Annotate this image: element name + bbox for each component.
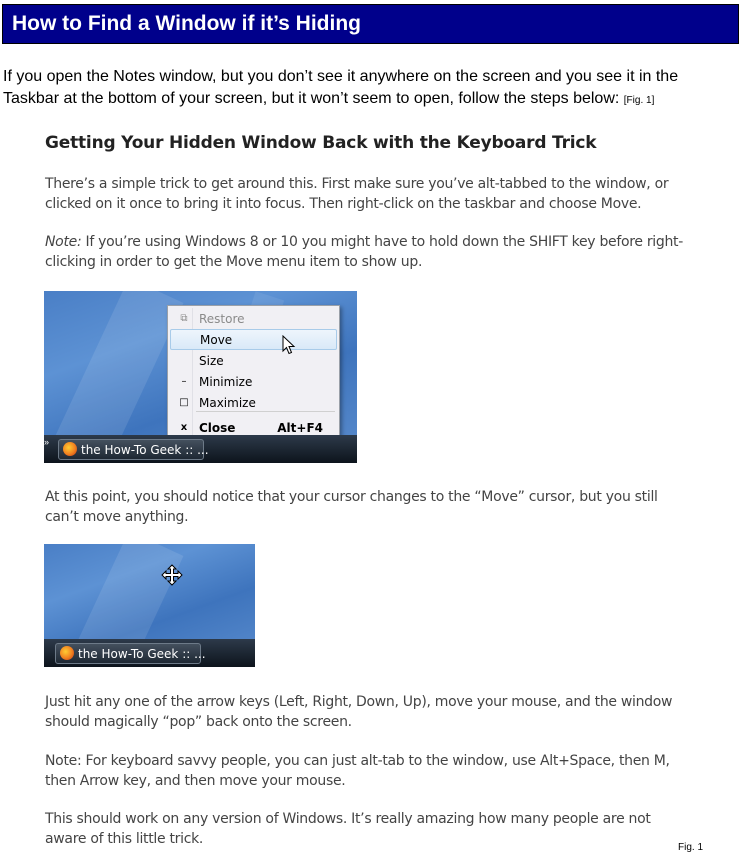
figure-reference: [Fig. 1]	[623, 95, 655, 106]
move-cursor-icon	[161, 564, 183, 586]
intro-text: If you open the Notes window, but you don’t see it anywhere on the screen and you see it in the Taskbar at the bottom of your screen, but it won’t seem to open, follow the steps below:	[3, 68, 679, 107]
close-accelerator: Alt+F4	[277, 421, 323, 435]
menu-item-label: Move	[200, 333, 233, 347]
article-note-paragraph	[45, 232, 685, 272]
menu-item-label: Minimize	[199, 375, 253, 389]
menu-item-size[interactable]	[168, 351, 339, 372]
article-paragraph-3: At this point, you should notice that your cursor changes to the “Move” cursor, but you still can’t move anything.	[45, 489, 658, 525]
menu-item-restore[interactable]	[168, 309, 339, 330]
firefox-icon	[60, 646, 74, 660]
note-text: If you’re using Windows 8 or 10 you might have to hold down the SHIFT key before right-clicking in order to get the Move menu item to show up.	[45, 234, 683, 270]
article-paragraph-4: Just hit any one of the arrow keys (Left, Right, Down, Up), move your mouse, and the window should magically “pop” back onto the screen.	[45, 694, 673, 730]
figure-caption: Fig. 1	[678, 842, 704, 853]
menu-item-label: Restore	[199, 312, 245, 326]
menu-item-label: Close	[199, 421, 236, 435]
page-title: How to Find a Window if it’s Hiding	[12, 12, 361, 35]
screenshot-context-menu	[44, 291, 357, 463]
screenshot-move-cursor	[44, 544, 255, 667]
menu-item-minimize[interactable]	[168, 372, 339, 393]
note-label: Note:	[45, 234, 82, 250]
page-title-bar	[2, 4, 739, 44]
menu-separator	[196, 411, 335, 412]
firefox-icon	[63, 442, 77, 456]
taskbar-overflow-icon: »	[44, 437, 50, 447]
article-paragraph-6: This should work on any version of Windows. It’s really amazing how many people are not aware of this little trick.	[45, 811, 651, 847]
close-icon: x	[180, 422, 188, 433]
article-paragraph-1: There’s a simple trick to get around this. First make sure you’ve alt-tabbed to the window, or clicked on it once to bring it into focus. Then right-click on the taskbar and choose Move.	[45, 176, 669, 212]
taskbar	[44, 639, 255, 667]
taskbar-button-label: the How-To Geek :: ...	[81, 443, 209, 457]
restore-icon: ⧉	[180, 313, 188, 324]
article-heading: Getting Your Hidden Window Back with the Keyboard Trick	[45, 133, 597, 153]
menu-item-label: Size	[199, 354, 224, 368]
taskbar-button-browser[interactable]	[55, 643, 206, 664]
menu-item-label: Maximize	[199, 396, 256, 410]
maximize-icon: □	[179, 397, 189, 408]
minimize-icon: –	[181, 376, 187, 387]
article-paragraph-5: Note: For keyboard savvy people, you can just alt-tab to the window, use Alt+Space, then M, then Arrow key, and then move your mouse.	[45, 753, 670, 789]
taskbar	[44, 435, 357, 463]
mouse-pointer-icon	[282, 335, 296, 355]
window-context-menu	[167, 305, 340, 443]
menu-item-move[interactable]	[170, 329, 337, 350]
taskbar-button-browser[interactable]	[58, 439, 209, 460]
intro-paragraph	[3, 66, 738, 112]
taskbar-button-label: the How-To Geek :: ...	[78, 647, 206, 661]
